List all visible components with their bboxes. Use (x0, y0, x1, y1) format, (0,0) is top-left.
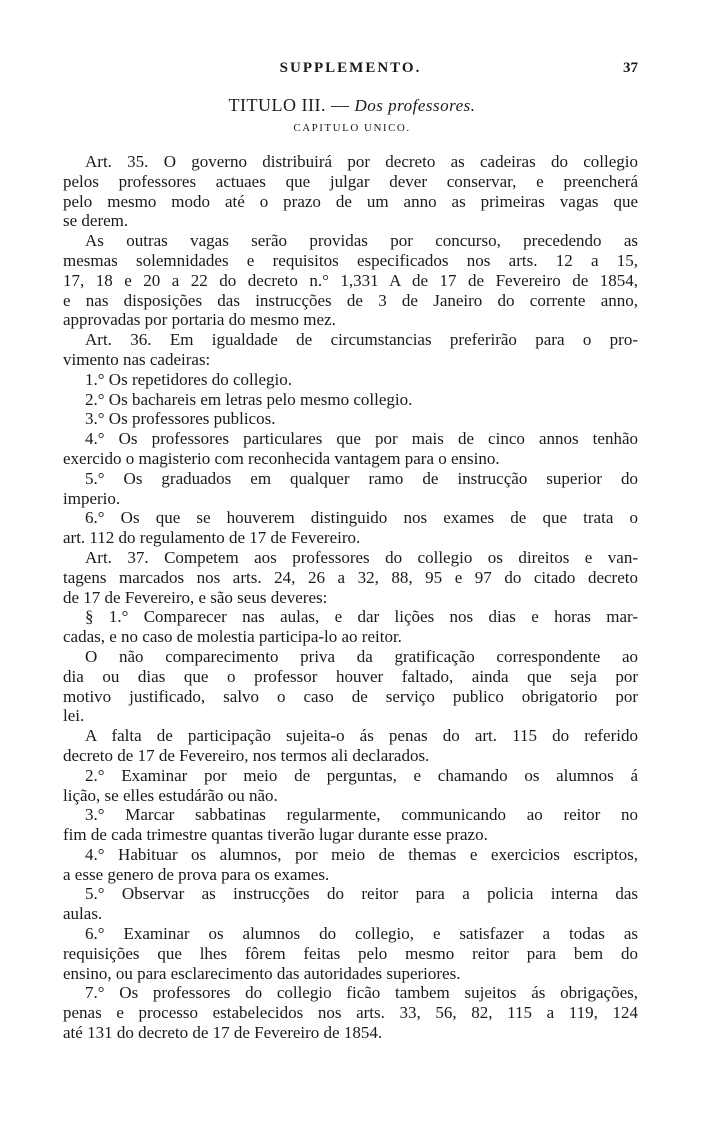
text-line: tagens marcados nos arts. 24, 26 a 32, 88, 95 e 97 do citado decreto (63, 567, 638, 587)
text-line: 4.° Os professores particulares que por mais de cinco annos tenhão (85, 429, 638, 449)
text-line: § 1.° Comparecer nas aulas, e dar lições nos dias e horas mar- (85, 607, 638, 627)
text-line: 7.° Os professores do collegio ficão tambem sujeitos ás obrigações, (85, 983, 638, 1003)
text-line: pelo mesmo modo até o prazo de um anno as primeiras vagas que (63, 191, 638, 211)
text-line: penas e processo estabelecidos nos arts. 33, 56, 82, 115 a 119, 124 (63, 1003, 638, 1023)
text-line: lição, se elles estudárão ou não. (63, 785, 278, 805)
text-line: 2.° Os bachareis em letras pelo mesmo collegio. (85, 389, 413, 409)
text-line: motivo justificado, salvo o caso de serviço publico obrigatorio por (63, 686, 638, 706)
text-line: dia ou dias que o professor houver faltado, ainda que seja por (63, 666, 638, 686)
body-text (63, 152, 638, 1043)
text-line: de 17 de Fevereiro, e são seus deveres: (63, 587, 328, 607)
chapter-title: CAPITULO UNICO. (293, 122, 411, 134)
text-line: até 131 do decreto de 17 de Fevereiro de 1854. (63, 1023, 383, 1043)
text-line: e nas disposições das instrucções de 3 de Janeiro do corrente anno, (63, 290, 638, 310)
text-line: 17, 18 e 20 a 22 do decreto n.° 1,331 A de 17 de Fevereiro de 1854, (63, 270, 638, 290)
text-line: 4.° Habituar os alumnos, por meio de themas e exercicios escriptos, (85, 844, 638, 864)
text-line: vimento nas cadeiras: (63, 349, 211, 369)
text-line: decreto de 17 de Fevereiro, nos termos ali declarados. (63, 745, 430, 765)
text-line: Art. 36. Em igualdade de circumstancias preferirão para o pro- (85, 330, 638, 350)
section-title (0, 95, 704, 116)
titulo-label: TITULO III. — (228, 95, 350, 115)
text-line: mesmas solemnidades e requisitos especificados nos arts. 12 a 15, (63, 250, 638, 270)
text-line: Art. 37. Competem aos professores do collegio os direitos e van- (85, 547, 638, 567)
text-line: se derem. (63, 211, 129, 231)
text-line: fim de cada trimestre quantas tiverão lugar durante esse prazo. (63, 825, 488, 845)
page-number: 37 (623, 60, 638, 76)
text-line: a esse genero de prova para os exames. (63, 864, 330, 884)
text-line: exercido o magisterio com reconhecida vantagem para o ensino. (63, 448, 500, 468)
text-line: As outras vagas serão providas por concurso, precedendo as (85, 231, 638, 251)
text-line: 5.° Os graduados em qualquer ramo de instrucção superior do (85, 468, 638, 488)
text-line: 6.° Os que se houverem distinguido nos exames de que trata o (85, 508, 638, 528)
text-line: 3.° Os professores publicos. (85, 409, 276, 429)
running-title: SUPPLEMENTO. (279, 60, 422, 76)
titulo-subject: Dos professores. (354, 96, 476, 115)
text-line: aulas. (63, 904, 103, 924)
text-line: 2.° Examinar por meio de perguntas, e chamando os alumnos á (85, 765, 638, 785)
text-line: Art. 35. O governo distribuirá por decreto as cadeiras do collegio (85, 152, 638, 171)
text-line: 6.° Examinar os alumnos do collegio, e satisfazer a todas as (85, 924, 638, 944)
text-line: ensino, ou para esclarecimento das autoridades superiores. (63, 963, 461, 983)
text-line: approvadas por portaria do mesmo mez. (63, 310, 336, 330)
text-line: cadas, e no caso de molestia participa-lo ao reitor. (63, 627, 402, 647)
text-line: 1.° Os repetidores do collegio. (85, 369, 292, 389)
text-line: A falta de participação sujeita-o ás penas do art. 115 do referido (85, 726, 638, 746)
text-line: pelos professores actuaes que julgar dever conservar, e preencherá (63, 171, 638, 191)
text-line: 5.° Observar as instrucções do reitor para a policia interna das (85, 884, 638, 904)
text-line: lei. (63, 706, 85, 726)
text-line: 3.° Marcar sabbatinas regularmente, communicando ao reitor no (85, 805, 638, 825)
text-line: O não comparecimento priva da gratificação correspondente ao (85, 646, 638, 666)
running-header (63, 60, 638, 82)
text-line: requisições que lhes fôrem feitas pelo mesmo reitor para bem do (63, 943, 638, 963)
text-line: imperio. (63, 488, 121, 508)
text-line: art. 112 do regulamento de 17 de Fevereiro. (63, 528, 361, 548)
